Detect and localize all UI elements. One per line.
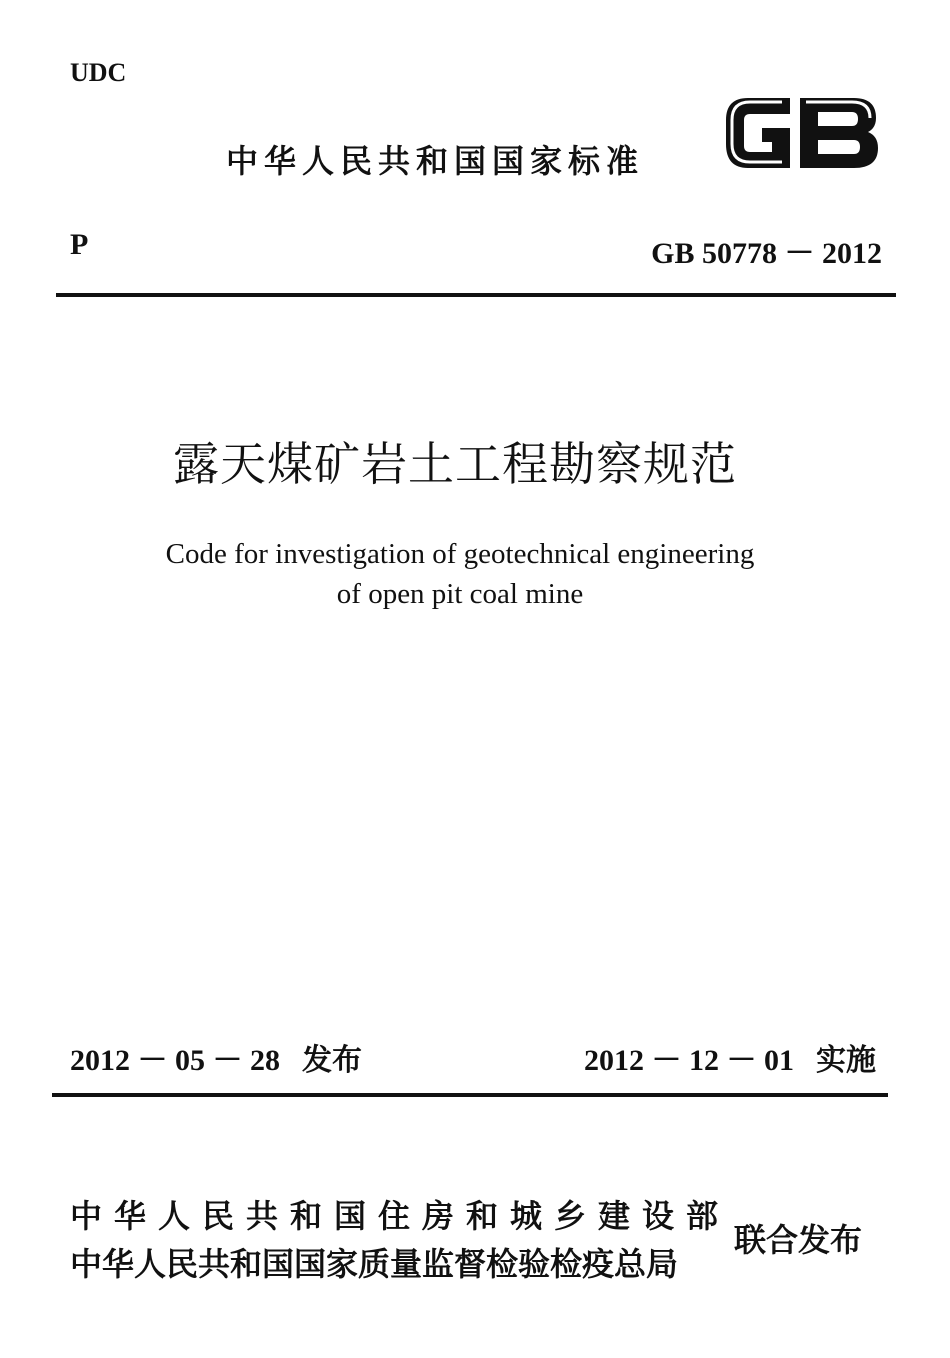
gb-logo — [718, 88, 884, 176]
implement-date-row — [584, 1035, 876, 1079]
national-standard-heading: 中华人民共和国国家标准 — [226, 142, 645, 180]
issuer-aqsiq: 中华人民共和国国家质量监督检验检疫总局 — [70, 1245, 679, 1283]
standard-number: GB 50778 － 2012 — [651, 237, 882, 270]
title-english — [0, 534, 920, 614]
title-chinese: 露天煤矿岩土工程勘察规范 — [173, 439, 737, 490]
title-english-line-2: of open pit coal mine — [336, 578, 584, 610]
udc-label: UDC — [70, 58, 127, 87]
publish-label: 发布 — [302, 1043, 362, 1078]
joint-issue-label: 联合发布 — [734, 1221, 863, 1259]
title-english-line-1: Code for investigation of geotechnical engineering — [165, 538, 755, 570]
issuer-ministry-housing: 中华人民共和国住房和城乡建设部 — [70, 1197, 731, 1235]
implement-label: 实施 — [816, 1043, 876, 1078]
publish-date-row — [70, 1035, 362, 1079]
top-divider — [56, 293, 896, 297]
publish-date: 2012 － 05 － 28 — [70, 1044, 280, 1077]
issuing-authorities — [70, 1192, 730, 1288]
classification-code: P — [70, 228, 89, 261]
bottom-divider — [52, 1093, 888, 1097]
implement-date: 2012 － 12 － 01 — [584, 1044, 794, 1077]
